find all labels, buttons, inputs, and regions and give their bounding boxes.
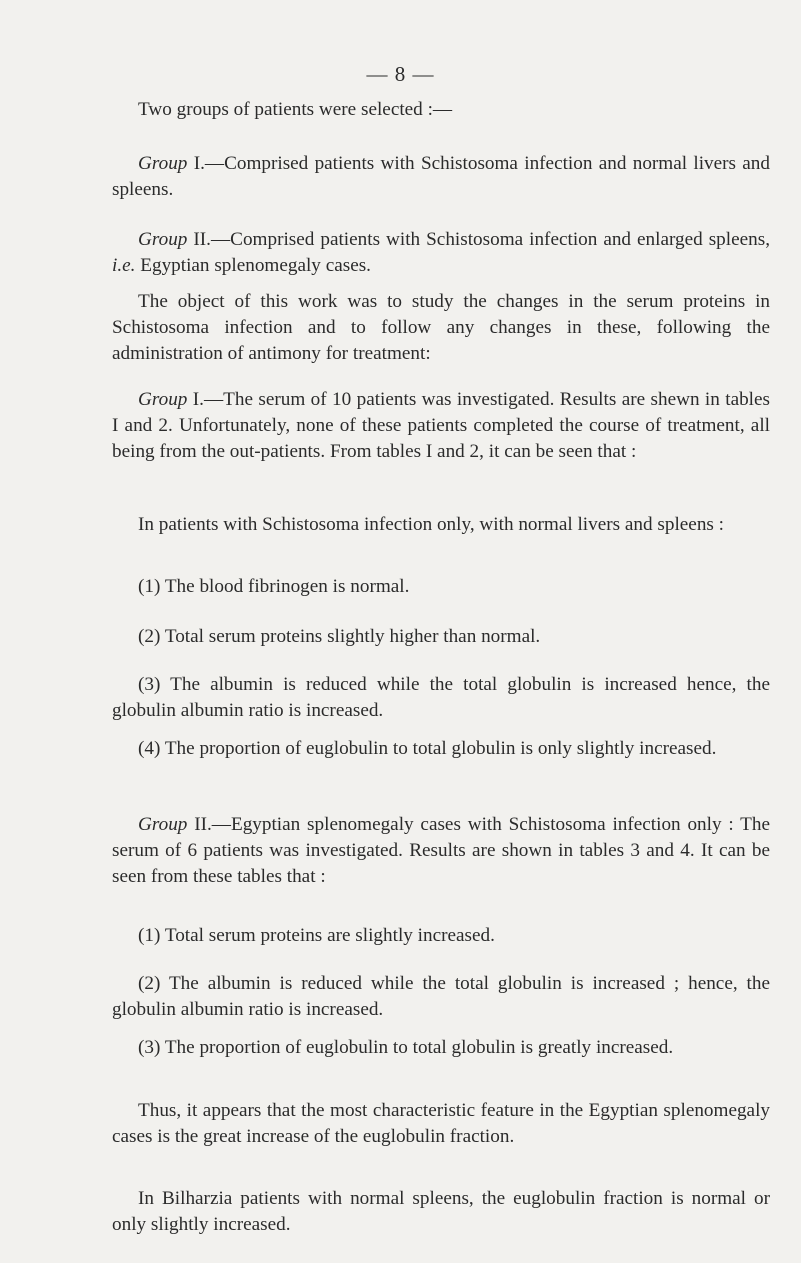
group2-item-1: (1) Total serum proteins are slightly increased. (138, 925, 495, 946)
group1-definition (112, 151, 770, 203)
group2-definition (112, 227, 770, 279)
group2-results-text: II.—Egyptian splenomegaly cases with Schistosoma infection only : The serum of 6 patients was investigated. Results are shown in tables 3 and 4. It can be seen from these tables that : (112, 814, 770, 887)
group2-definition-text-b: Egyptian splenomegaly cases. (135, 255, 371, 276)
group1-results-text: I.—The serum of 10 patients was investigated. Results are shewn in tables I and 2. Unfortunately, none of these patients completed the course of treatment, all being from the out-patients. From tables I and 2, it can be seen that : (112, 389, 770, 462)
group1-item-1: (1) The blood fibrinogen is normal. (138, 576, 410, 597)
group2-item-3: (3) The proportion of euglobulin to total globulin is greatly increased. (138, 1037, 674, 1058)
group1-item-2: (2) Total serum proteins slightly higher than normal. (138, 626, 541, 647)
object-paragraph: The object of this work was to study the changes in the serum proteins in Schistosoma infection and to follow any changes in these, following the administration of antimony for treatment: (112, 291, 770, 364)
group1-intro-paragraph: In patients with Schistosoma infection only, with normal livers and spleens : (138, 514, 725, 535)
intro-paragraph: Two groups of patients were selected :— (138, 99, 453, 120)
page-number: — 8 — (366, 62, 435, 86)
group1-definition-label: Group (138, 153, 188, 174)
group2-item-2: (2) The albumin is reduced while the total globulin is increased ; hence, the globulin albumin ratio is increased. (112, 973, 770, 1020)
group2-definition-ie: i.e. (112, 255, 136, 276)
group2-results-paragraph (112, 812, 770, 890)
group1-results-paragraph (112, 387, 770, 465)
group2-results-label: Group (138, 814, 188, 835)
bilharzia-paragraph: In Bilharzia patients with normal spleens, the euglobulin fraction is normal or only slightly increased. (112, 1188, 770, 1235)
group2-definition-text-a: II.—Comprised patients with Schistosoma infection and enlarged spleens, (187, 229, 770, 250)
group1-item-4: (4) The proportion of euglobulin to total globulin is only slightly increased. (138, 738, 717, 759)
group1-results-label: Group (138, 389, 188, 410)
group2-definition-label: Group (138, 229, 188, 250)
group1-item-3: (3) The albumin is reduced while the total globulin is increased hence, the globulin albumin ratio is increased. (112, 674, 770, 721)
group1-definition-text: I.—Comprised patients with Schistosoma infection and normal livers and spleens. (112, 153, 770, 200)
thus-paragraph: Thus, it appears that the most characteristic feature in the Egyptian splenomegaly cases is the great increase of the euglobulin fraction. (112, 1100, 770, 1147)
